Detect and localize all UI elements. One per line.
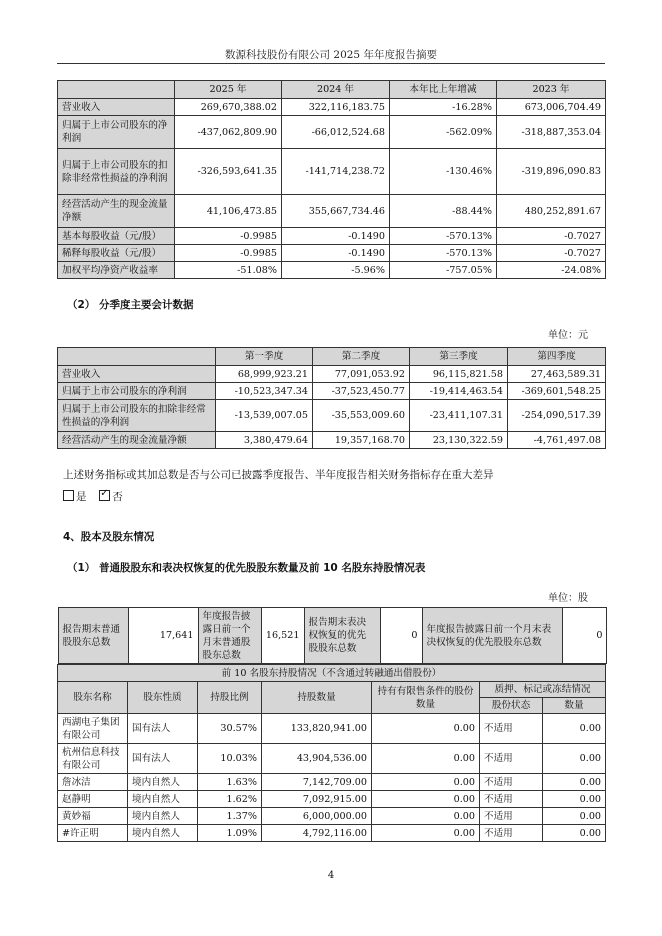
row-label: 加权平均净资产收益率 bbox=[58, 262, 175, 279]
value-cell: -5.96% bbox=[282, 262, 390, 279]
row-label: 归属于上市公司股东的净利润 bbox=[58, 383, 216, 400]
holder-nature: 境内自然人 bbox=[128, 825, 198, 842]
row-label: 归属于上市公司股东的扣除非经常性损益的净利润 bbox=[58, 400, 216, 432]
holder-pledge-qty: 0.00 bbox=[543, 825, 606, 842]
quarterly-financials-table bbox=[57, 347, 606, 449]
row-label: 稀释每股收益（元/股） bbox=[58, 245, 175, 262]
holder-nature: 境内自然人 bbox=[128, 774, 198, 791]
table-row bbox=[58, 825, 606, 842]
annual-financials-table bbox=[57, 80, 606, 279]
holder-name: 杭州信息科技有限公司 bbox=[58, 744, 128, 774]
value-cell: -35,553,009.60 bbox=[313, 400, 410, 432]
checkbox-yes[interactable] bbox=[63, 490, 74, 501]
value-cell: -254,090,517.39 bbox=[508, 400, 606, 432]
value-cell: -562.09% bbox=[390, 116, 497, 149]
summary-label-preferred-holders: 报告期末表决权恢复的优先股股东总数 bbox=[304, 608, 380, 664]
holder-nature: 境内自然人 bbox=[128, 791, 198, 808]
value-cell: 269,670,388.02 bbox=[175, 99, 282, 116]
holder-ratio: 1.37% bbox=[198, 808, 262, 825]
holder-name: 赵静明 bbox=[58, 791, 128, 808]
holder-pledge-status: 不适用 bbox=[480, 744, 543, 774]
value-cell: -0.1490 bbox=[282, 228, 390, 245]
option-no-label: 否 bbox=[112, 491, 123, 503]
holder-pledge-status: 不适用 bbox=[480, 808, 543, 825]
col-header-pledge-group: 质押、标记或冻结情况 bbox=[480, 682, 606, 698]
table-row bbox=[58, 195, 606, 228]
col-header-name: 股东名称 bbox=[58, 682, 128, 714]
col-header-ratio: 持股比例 bbox=[198, 682, 262, 714]
value-cell: 355,667,734.46 bbox=[282, 195, 390, 228]
holder-restricted: 0.00 bbox=[372, 808, 480, 825]
quarterly-section-heading: （2） 分季度主要会计数据 bbox=[67, 299, 194, 311]
value-cell: -0.1490 bbox=[282, 245, 390, 262]
holder-restricted: 0.00 bbox=[372, 774, 480, 791]
equity-section-heading: 4、股本及股东情况 bbox=[63, 531, 155, 543]
value-cell: -0.7027 bbox=[497, 245, 606, 262]
holder-restricted: 0.00 bbox=[372, 744, 480, 774]
holder-restricted: 0.00 bbox=[372, 791, 480, 808]
holder-ratio: 30.57% bbox=[198, 714, 262, 744]
shareholders-sub-heading: （1） 普通股股东和表决权恢复的优先股股东数量及前 10 名股东持股情况表 bbox=[67, 562, 426, 574]
table-row bbox=[58, 262, 606, 279]
table-row bbox=[58, 714, 606, 744]
quarterly-header-cell: 第四季度 bbox=[508, 348, 606, 366]
row-label: 经营活动产生的现金流量净额 bbox=[58, 432, 216, 449]
value-cell: -570.13% bbox=[390, 245, 497, 262]
value-cell: -130.46% bbox=[390, 149, 497, 195]
holder-pledge-qty: 0.00 bbox=[543, 774, 606, 791]
value-cell: -13,539,007.05 bbox=[216, 400, 313, 432]
value-cell: -319,896,090.83 bbox=[497, 149, 606, 195]
holder-restricted: 0.00 bbox=[372, 714, 480, 744]
holder-pledge-qty: 0.00 bbox=[543, 714, 606, 744]
row-label: 营业收入 bbox=[58, 99, 175, 116]
holder-quantity: 7,142,709.00 bbox=[262, 774, 372, 791]
holder-name: 黄妙福 bbox=[58, 808, 128, 825]
col-header-pledge-qty: 数量 bbox=[543, 698, 606, 714]
table-row bbox=[58, 99, 606, 116]
value-cell: -16.28% bbox=[390, 99, 497, 116]
quarterly-unit-note: 单位：元 bbox=[548, 330, 588, 341]
row-label: 归属于上市公司股东的净利润 bbox=[58, 116, 175, 149]
quarterly-header-cell: 第三季度 bbox=[410, 348, 508, 366]
holder-nature: 境内自然人 bbox=[128, 808, 198, 825]
table-row bbox=[58, 400, 606, 432]
value-cell: 673,006,704.49 bbox=[497, 99, 606, 116]
annual-header-cell: 2023 年 bbox=[497, 81, 606, 99]
value-cell: -23,411,107.31 bbox=[410, 400, 508, 432]
value-cell: 27,463,589.31 bbox=[508, 366, 606, 383]
annual-header-cell: 本年比上年增减 bbox=[390, 81, 497, 99]
value-cell: -141,714,238.72 bbox=[282, 149, 390, 195]
value-cell: -318,887,353.04 bbox=[497, 116, 606, 149]
value-cell: -4,761,497.08 bbox=[508, 432, 606, 449]
holder-pledge-qty: 0.00 bbox=[543, 791, 606, 808]
holder-name: #许正明 bbox=[58, 825, 128, 842]
holder-nature: 国有法人 bbox=[128, 744, 198, 774]
summary-value-prior-month-preferred: 0 bbox=[596, 630, 603, 641]
table-row bbox=[58, 791, 606, 808]
quarterly-header-cell: 第一季度 bbox=[216, 348, 313, 366]
holder-ratio: 1.63% bbox=[198, 774, 262, 791]
holder-pledge-status: 不适用 bbox=[480, 825, 543, 842]
table-row bbox=[58, 228, 606, 245]
value-cell: 480,252,891.67 bbox=[497, 195, 606, 228]
value-cell: 77,091,053.92 bbox=[313, 366, 410, 383]
summary-value-total-holders: 17,641 bbox=[128, 608, 198, 664]
option-yes-label: 是 bbox=[76, 491, 87, 503]
holder-quantity: 133,820,941.00 bbox=[262, 714, 372, 744]
discrepancy-question: 上述财务指标或其加总数是否与公司已披露季度报告、半年度报告相关财务指标存在重大差异 bbox=[63, 469, 494, 481]
value-cell: -326,593,641.35 bbox=[175, 149, 282, 195]
holder-quantity: 7,092,915.00 bbox=[262, 791, 372, 808]
holder-name: 詹冰洁 bbox=[58, 774, 128, 791]
header-divider bbox=[57, 63, 605, 64]
page-number: 4 bbox=[327, 870, 335, 881]
summary-label-prior-month-preferred: 年度报告披露日前一个月末表决权恢复的优先股股东总数 bbox=[423, 608, 563, 663]
value-cell: -0.7027 bbox=[497, 228, 606, 245]
value-cell: -570.13% bbox=[390, 228, 497, 245]
value-cell: 96,115,821.58 bbox=[410, 366, 508, 383]
holder-quantity: 6,000,000.00 bbox=[262, 808, 372, 825]
value-cell: 322,116,183.75 bbox=[282, 99, 390, 116]
value-cell: -437,062,809.90 bbox=[175, 116, 282, 149]
annual-header-cell: 2025 年 bbox=[175, 81, 282, 99]
holder-pledge-status: 不适用 bbox=[480, 714, 543, 744]
annual-header-cell: 2024 年 bbox=[282, 81, 390, 99]
table-row bbox=[58, 774, 606, 791]
holder-pledge-qty: 0.00 bbox=[543, 744, 606, 774]
col-header-pledge-status: 股份状态 bbox=[480, 698, 543, 714]
holder-pledge-status: 不适用 bbox=[480, 774, 543, 791]
holder-restricted: 0.00 bbox=[372, 825, 480, 842]
value-cell: 68,999,923.21 bbox=[216, 366, 313, 383]
value-cell: -37,523,450.77 bbox=[313, 383, 410, 400]
summary-label-total-holders: 报告期末普通股股东总数 bbox=[58, 608, 128, 664]
checkbox-no-checked[interactable] bbox=[99, 490, 110, 501]
value-cell: -0.9985 bbox=[175, 245, 282, 262]
report-header-title: 数源科技股份有限公司 2025 年年度报告摘要 bbox=[225, 49, 437, 61]
holder-pledge-status: 不适用 bbox=[480, 791, 543, 808]
value-cell: -51.08% bbox=[175, 262, 282, 279]
holder-quantity: 43,904,536.00 bbox=[262, 744, 372, 774]
value-cell: -19,414,463.54 bbox=[410, 383, 508, 400]
value-cell: -0.9985 bbox=[175, 228, 282, 245]
summary-value-preferred-holders: 0 bbox=[380, 608, 422, 664]
col-header-nature: 股东性质 bbox=[128, 682, 198, 714]
col-header-restricted: 持有有限售条件的股份数量 bbox=[372, 682, 480, 714]
value-cell: 23,130,322.59 bbox=[410, 432, 508, 449]
table-row bbox=[58, 116, 606, 149]
summary-row bbox=[58, 607, 606, 665]
row-label: 基本每股收益（元/股） bbox=[58, 228, 175, 245]
table-row bbox=[58, 744, 606, 774]
col-header-quantity: 持股数量 bbox=[262, 682, 372, 714]
holder-ratio: 1.09% bbox=[198, 825, 262, 842]
top10-title: 前 10 名股东持股情况（不含通过转融通出借股份） bbox=[58, 665, 606, 682]
table-row bbox=[58, 366, 606, 383]
table-row bbox=[58, 808, 606, 825]
shareholders-table bbox=[57, 607, 606, 842]
value-cell: -66,012,524.68 bbox=[282, 116, 390, 149]
holder-pledge-qty: 0.00 bbox=[543, 808, 606, 825]
row-label: 经营活动产生的现金流量净额 bbox=[58, 195, 175, 228]
holder-nature: 国有法人 bbox=[128, 714, 198, 744]
table-row bbox=[58, 149, 606, 195]
row-label: 营业收入 bbox=[58, 366, 216, 383]
value-cell: 41,106,473.85 bbox=[175, 195, 282, 228]
discrepancy-options bbox=[63, 489, 123, 504]
annual-header-cell bbox=[58, 81, 175, 99]
value-cell: 3,380,479.64 bbox=[216, 432, 313, 449]
holder-name: 西湖电子集团有限公司 bbox=[58, 714, 128, 744]
summary-label-prior-month-holders: 年度报告披露日前一个月末普通股股东总数 bbox=[198, 608, 261, 664]
value-cell: -88.44% bbox=[390, 195, 497, 228]
value-cell: 19,357,168.70 bbox=[313, 432, 410, 449]
holder-ratio: 10.03% bbox=[198, 744, 262, 774]
table-row bbox=[58, 432, 606, 449]
value-cell: -757.05% bbox=[390, 262, 497, 279]
value-cell: -24.08% bbox=[497, 262, 606, 279]
shareholders-unit-note: 单位：股 bbox=[548, 593, 588, 604]
value-cell: -10,523,347.34 bbox=[216, 383, 313, 400]
value-cell: -369,601,548.25 bbox=[508, 383, 606, 400]
row-label: 归属于上市公司股东的扣除非经常性损益的净利润 bbox=[58, 149, 175, 195]
table-row bbox=[58, 245, 606, 262]
quarterly-header-cell: 第二季度 bbox=[313, 348, 410, 366]
table-row bbox=[58, 383, 606, 400]
holder-quantity: 4,792,116.00 bbox=[262, 825, 372, 842]
summary-value-prior-month-holders: 16,521 bbox=[261, 608, 304, 664]
quarterly-header-cell bbox=[58, 348, 216, 366]
holder-ratio: 1.62% bbox=[198, 791, 262, 808]
